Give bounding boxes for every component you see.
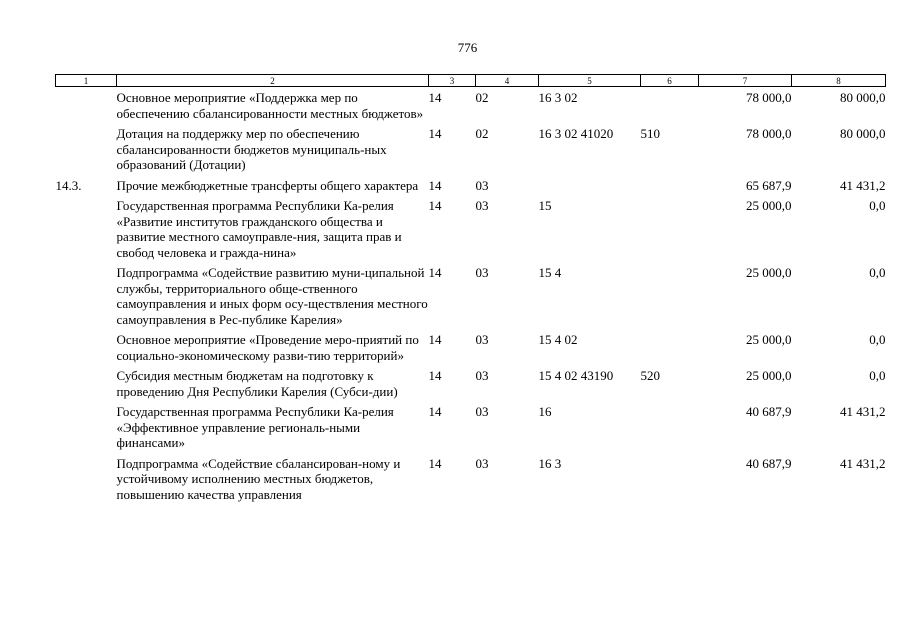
budget-table — [55, 74, 886, 504]
subsection-code: 03 — [475, 404, 489, 419]
expense-name: Подпрограмма «Содействие развитию муни-ципальной службы, территориального обще-ственного самоуправления и иных форм осу-ществления местного самоуправления в Рес-публике Карелия» — [116, 265, 428, 327]
amount-year-1: 25 000,0 — [746, 332, 792, 347]
amount-year-2: 0,0 — [869, 198, 886, 213]
row-number — [56, 453, 117, 505]
table-row — [56, 262, 886, 329]
table-row — [56, 401, 886, 453]
section-code: 14 — [428, 198, 442, 213]
column-number: 6 — [641, 75, 699, 87]
expense-type-code — [641, 453, 699, 505]
amount-year-1: 40 687,9 — [746, 404, 792, 419]
subsection-code: 03 — [475, 198, 489, 213]
row-number — [56, 195, 117, 262]
expense-type-code — [641, 329, 699, 365]
amount-year-2: 80 000,0 — [840, 126, 886, 141]
subsection-code: 03 — [475, 332, 489, 347]
section-code: 14 — [428, 265, 442, 280]
expense-type-code — [641, 195, 699, 262]
section-code: 14 — [428, 126, 442, 141]
subsection-code: 03 — [475, 177, 489, 193]
amount-year-1: 65 687,9 — [746, 177, 792, 193]
amount-year-1: 25 000,0 — [746, 368, 792, 383]
section-code: 14 — [428, 177, 442, 193]
amount-year-2: 41 431,2 — [840, 177, 886, 193]
row-number — [56, 123, 117, 175]
expense-type-code — [641, 262, 699, 329]
expense-name: Государственная программа Республики Ка-релия «Эффективное управление региональ-ными финансами» — [116, 404, 394, 450]
section-code: 14 — [428, 332, 442, 347]
table-row — [56, 175, 886, 196]
section-code: 14 — [428, 368, 442, 383]
amount-year-1: 25 000,0 — [746, 265, 792, 280]
amount-year-2: 41 431,2 — [840, 404, 886, 419]
expense-type-code — [641, 175, 699, 196]
row-number — [56, 329, 117, 365]
target-item-code: 16 3 02 41020 — [538, 126, 614, 141]
target-item-code: 16 3 02 — [538, 90, 578, 105]
column-number: 7 — [699, 75, 792, 87]
subsection-code: 03 — [475, 455, 489, 471]
expense-type-code — [641, 401, 699, 453]
expense-name: Основное мероприятие «Поддержка мер по обеспечению сбалансированности местных бюджетов» — [116, 90, 424, 121]
target-item-code: 15 4 — [538, 265, 562, 280]
subsection-code: 03 — [475, 368, 489, 383]
target-item-code: 15 4 02 43190 — [538, 368, 614, 383]
expense-name: Дотация на поддержку мер по обеспечению сбалансированности бюджетов муниципаль-ных образований (Дотации) — [116, 126, 387, 172]
amount-year-2: 80 000,0 — [840, 90, 886, 105]
row-number — [56, 365, 117, 401]
amount-year-2: 0,0 — [869, 265, 886, 280]
table-row — [56, 123, 886, 175]
subsection-code: 02 — [475, 90, 489, 105]
expense-type-code — [641, 87, 699, 124]
column-number: 3 — [429, 75, 476, 87]
section-code: 14 — [428, 404, 442, 419]
table-row — [56, 365, 886, 401]
expense-type-code: 510 — [640, 126, 660, 141]
column-number-header — [56, 75, 886, 87]
amount-year-2: 41 431,2 — [840, 455, 886, 471]
row-number — [56, 87, 117, 124]
table-row — [56, 87, 886, 124]
target-item-code: 16 — [538, 404, 552, 419]
section-code: 14 — [428, 90, 442, 105]
section-code: 14 — [428, 455, 442, 471]
column-number: 5 — [539, 75, 641, 87]
expense-name: Субсидия местным бюджетам на подготовку к проведению Дня Республики Карелия (Субси-дии) — [116, 368, 398, 399]
column-number: 2 — [117, 75, 429, 87]
expense-name: Основное мероприятие «Проведение меро-приятий по социально-экономическому разви-тию территорий» — [116, 332, 419, 363]
column-number: 1 — [56, 75, 117, 87]
amount-year-2: 0,0 — [869, 368, 886, 383]
column-number: 4 — [476, 75, 539, 87]
amount-year-1: 25 000,0 — [746, 198, 792, 213]
subsection-code: 02 — [475, 126, 489, 141]
expense-name: Государственная программа Республики Ка-релия «Развитие институтов гражданского общества и развитие местного самоуправле-ния, защита прав и свобод человека и гражда-нина» — [116, 198, 402, 260]
page-number: 776 — [457, 40, 478, 55]
amount-year-1: 40 687,9 — [746, 455, 792, 471]
column-number: 8 — [792, 75, 886, 87]
target-item-code — [539, 175, 641, 196]
row-number — [56, 262, 117, 329]
target-item-code: 16 3 — [538, 455, 562, 471]
expense-name: Подпрограмма «Содействие сбалансирован-ному и устойчивому исполнению местных бюджетов, повышению качества управления — [116, 455, 401, 502]
table-row — [56, 195, 886, 262]
target-item-code: 15 4 02 — [538, 332, 578, 347]
target-item-code: 15 — [538, 198, 552, 213]
row-number — [56, 401, 117, 453]
subsection-code: 03 — [475, 265, 489, 280]
amount-year-1: 78 000,0 — [746, 126, 792, 141]
amount-year-1: 78 000,0 — [746, 90, 792, 105]
table-row — [56, 453, 886, 505]
amount-year-2: 0,0 — [869, 332, 886, 347]
expense-name: Прочие межбюджетные трансферты общего характера — [116, 177, 419, 193]
expense-type-code: 520 — [640, 368, 660, 383]
table-row — [56, 329, 886, 365]
row-number: 14.3. — [55, 177, 82, 193]
